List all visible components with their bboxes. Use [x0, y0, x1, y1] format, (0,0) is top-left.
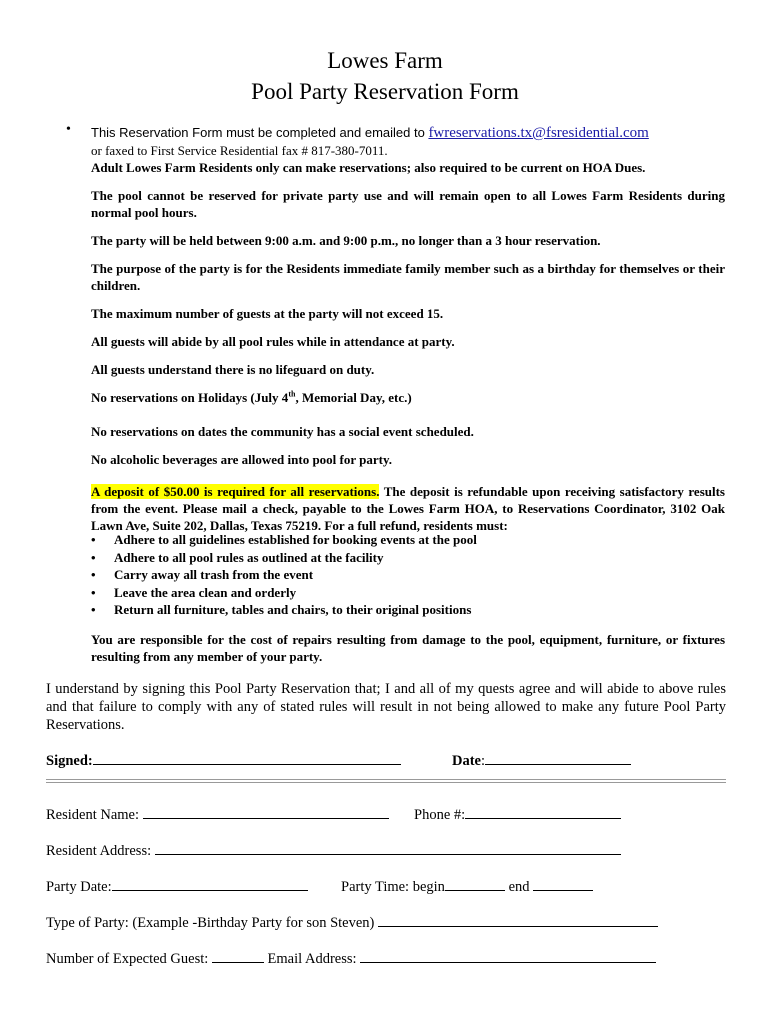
liability-paragraph: You are responsible for the cost of repairs resulting from damage to the pool, equipment, furniture, or fixtures resulting from any member of your party.	[91, 632, 725, 664]
guests-field[interactable]	[212, 949, 264, 963]
intro-line3: Adult Lowes Farm Residents only can make reservations; also required to be current on HOA Dues.	[91, 160, 646, 175]
intro-line2: or faxed to First Service Residential fax # 817-380-7011.	[91, 143, 388, 158]
intro-block	[91, 124, 725, 176]
resident-address-field[interactable]	[155, 841, 621, 855]
guests-label: Number of Expected Guest:	[46, 951, 212, 967]
party-time-row	[341, 877, 593, 896]
party-date-row	[46, 877, 308, 896]
phone-field[interactable]	[465, 805, 621, 819]
rule-no-lifeguard: All guests understand there is no lifeguard on duty.	[91, 362, 375, 377]
party-type-label: Type of Party: (Example -Birthday Party for son Steven)	[46, 915, 379, 931]
rule-max-guests: The maximum number of guests at the party will not exceed 15.	[91, 306, 444, 321]
email-address-field[interactable]	[360, 949, 656, 963]
refund-requirements-list	[91, 531, 477, 619]
party-date-field[interactable]	[112, 877, 308, 891]
signed-row	[46, 751, 401, 770]
list-item: • Leave the area clean and orderly	[91, 584, 477, 602]
rule-purpose: The purpose of the party is for the Residents immediate family member such as a birthday for themselves or their children.	[91, 261, 725, 293]
phone-label: Phone #:	[414, 807, 466, 823]
signature-field[interactable]	[93, 751, 401, 765]
email-label: Email Address:	[263, 951, 361, 967]
rule-hours: The party will be held between 9:00 a.m. and 9:00 p.m., no longer than a 3 hour reservation.	[91, 233, 601, 248]
list-item: • Adhere to all pool rules as outlined at the facility	[91, 549, 477, 567]
resident-address-label: Resident Address:	[46, 843, 155, 859]
party-time-label: Party Time: begin	[341, 879, 445, 895]
party-time-end-label: end	[504, 879, 534, 895]
rule-social-events: No reservations on dates the community has a social event scheduled.	[91, 424, 474, 439]
intro-bullet: •	[66, 122, 71, 137]
date-label: Date	[452, 753, 481, 769]
party-type-field[interactable]	[378, 913, 658, 927]
deposit-paragraph: A deposit of $50.00 is required for all reservations. The deposit is refundable upon receiving satisfactory results from the event. Please mail a check, payable to the Lowes Farm HOA, to Reservations Coordinator, 3102 Oak Lawn Ave, Suite 202, Dallas, Texas 75219. For a full refund, residents must:	[91, 484, 725, 533]
form-title-community: Lowes Farm	[327, 48, 443, 73]
rule-pool-rules: All guests will abide by all pool rules while in attendance at party.	[91, 334, 455, 349]
rule-holidays: No reservations on Holidays (July 4th, Memorial Day, etc.)	[91, 389, 412, 405]
guests-email-row	[46, 949, 656, 968]
resident-name-label: Resident Name:	[46, 807, 143, 823]
phone-row	[414, 805, 621, 824]
party-date-label: Party Date:	[46, 879, 112, 895]
email-link[interactable]: fwreservations.tx@fsresidential.com	[428, 125, 649, 141]
agreement-paragraph: I understand by signing this Pool Party Reservation that; I and all of my quests agree and will abide to above rules and that failure to comply with any of stated rules will result in not being allowed to make any future Pool Party Reservations.	[46, 681, 726, 733]
list-item: • Carry away all trash from the event	[91, 566, 477, 584]
signed-label: Signed:	[46, 753, 93, 769]
form-title: Pool Party Reservation Form	[251, 79, 519, 104]
resident-name-field[interactable]	[143, 805, 389, 819]
rule-private-party: The pool cannot be reserved for private party use and will remain open to all Lowes Farm Residents during normal pool hours.	[91, 188, 725, 220]
list-item: • Adhere to all guidelines established for booking events at the pool	[91, 531, 477, 549]
resident-name-row	[46, 805, 389, 824]
date-row: Date:	[452, 751, 631, 770]
party-type-row	[46, 913, 658, 932]
party-time-begin-field[interactable]	[445, 877, 505, 891]
intro-line1: This Reservation Form must be completed and emailed to	[91, 125, 429, 140]
party-time-end-field[interactable]	[533, 877, 593, 891]
rule-alcohol: No alcoholic beverages are allowed into pool for party.	[91, 452, 393, 467]
deposit-highlight: A deposit of $50.00 is required for all reservations.	[91, 484, 380, 499]
list-item: • Return all furniture, tables and chairs, to their original positions	[91, 601, 477, 619]
date-field[interactable]	[485, 751, 631, 765]
resident-address-row	[46, 841, 621, 860]
divider	[46, 779, 726, 783]
